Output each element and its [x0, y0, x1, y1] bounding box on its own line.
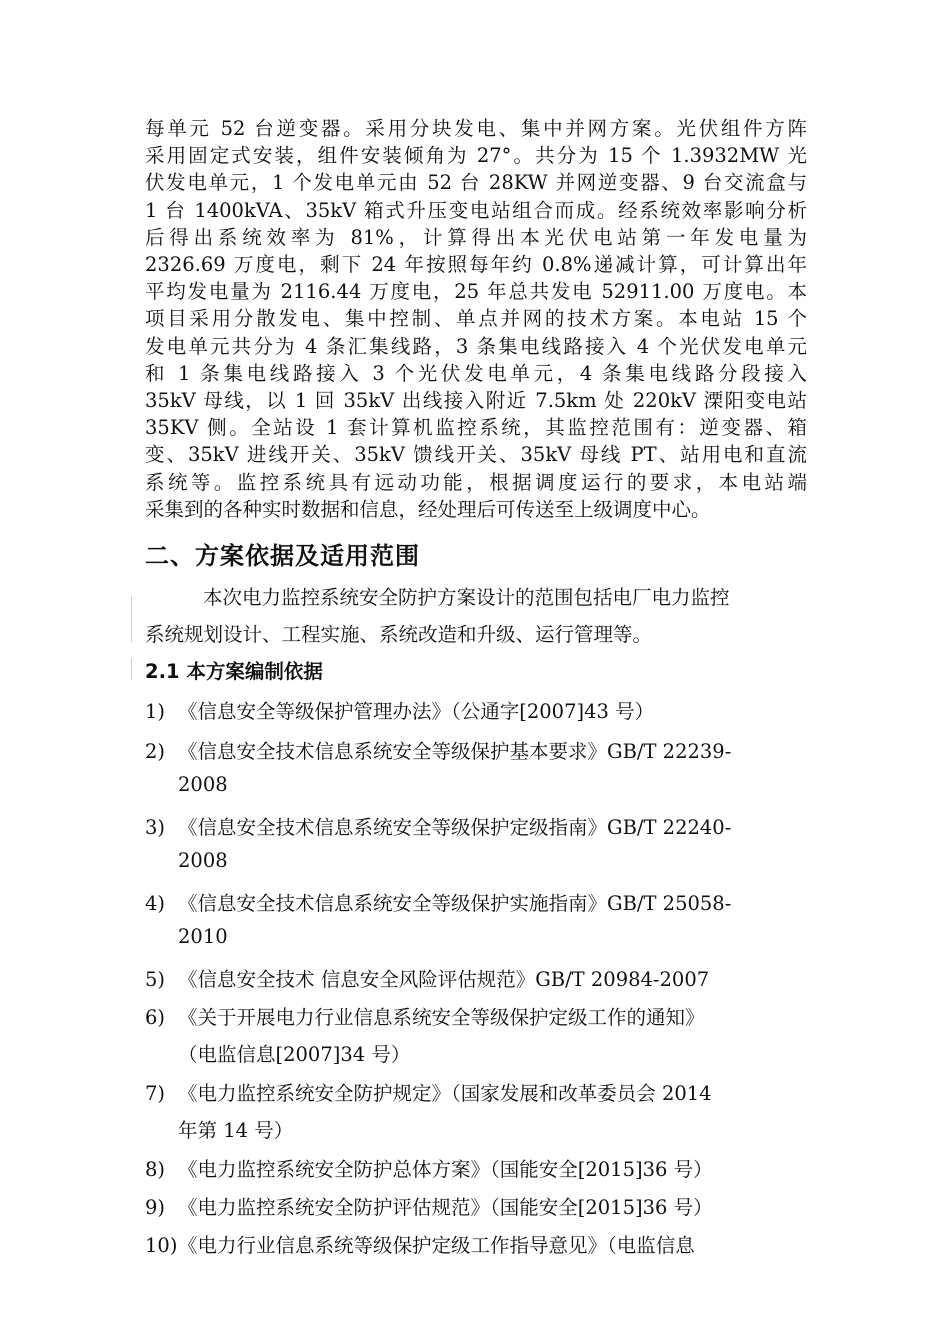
intro-line: 采集到的各种实时数据和信息，经处理后可传送至上级调度中心。 [145, 497, 711, 521]
reference-text: 《电力监控系统安全防护规定》（国家发展和改革委员会 2014 [178, 1082, 712, 1105]
intro-line: 后得出系统效率为 81%，计算得出本光伏电站第一年发电量为 [145, 225, 807, 249]
revision-bar [131, 596, 132, 642]
reference-text: 《关于开展电力行业信息系统安全等级保护定级工作的通知》 [178, 1006, 705, 1029]
reference-item [145, 1230, 807, 1258]
reference-number: 7) [145, 1082, 166, 1105]
reference-continuation: 年第 14 号） [178, 1119, 294, 1142]
reference-continuation: 2010 [178, 925, 228, 948]
intro-line: 2326.69 万度电，剩下 24 年按照每年约 0.8%递减计算，可计算出年 [145, 253, 807, 277]
reference-item [145, 1192, 807, 1220]
reference-item [145, 1154, 807, 1182]
reference-number: 4) [145, 892, 166, 915]
reference-continuation: 2008 [178, 849, 228, 872]
reference-text: 《电力监控系统安全防护评估规范》（国能安全[2015]36 号） [178, 1196, 713, 1219]
reference-number: 2) [145, 740, 166, 763]
reference-continuation: 2008 [178, 773, 228, 796]
intro-line: 和 1 条集电线路接入 3 个光伏发电单元，4 条集电线路分段接入 [145, 361, 807, 385]
intro-line: 35kV 母线，以 1 回 35kV 出线接入附近 7.5km 处 220kV 溧阳变电站 [145, 389, 807, 413]
intro-line: 项目采用分散发电、集中控制、单点并网的技术方案。本电站 15 个 [145, 307, 807, 331]
intro-line: 平均发电量为 2116.44 万度电，25 年总共发电 52911.00 万度电。本 [145, 280, 807, 304]
reference-item [145, 736, 807, 764]
reference-text: 《信息安全技术 信息安全风险评估规范》GB/T 20984-2007 [178, 968, 710, 991]
reference-item [145, 1078, 807, 1106]
subsection-heading: 2.1 本方案编制依据 [145, 660, 323, 683]
intro-line: 1 台 1400kVA、35kV 箱式升压变电站组合而成。经系统效率影响分析 [145, 198, 807, 222]
intro-line: 变、35kV 进线开关、35kV 馈线开关、35kV 母线 PT、站用电和直流 [145, 443, 807, 467]
reference-text: 《电力行业信息系统等级保护定级工作指导意见》（电监信息 [178, 1234, 695, 1257]
intro-line: 采用固定式安装，组件安装倾角为 27°。共分为 15 个 1.3932MW 光 [145, 144, 807, 168]
revision-bar [131, 658, 132, 680]
reference-text: 《信息安全技术信息系统安全等级保护定级指南》GB/T 22240- [178, 816, 732, 839]
reference-text: 《电力监控系统安全防护总体方案》（国能安全[2015]36 号） [178, 1158, 713, 1181]
intro-line: 每单元 52 台逆变器。采用分块发电、集中并网方案。光伏组件方阵 [145, 117, 807, 140]
scope-line: 本次电力监控系统安全防护方案设计的范围包括电厂电力监控 [203, 586, 730, 609]
intro-line: 伏发电单元，1 个发电单元由 52 台 28KW 并网逆变器、9 台交流盒与 [145, 171, 807, 195]
reference-item [145, 888, 807, 916]
reference-number: 5) [145, 968, 166, 991]
reference-continuation: （电监信息[2007]34 号） [178, 1043, 411, 1066]
reference-number: 8) [145, 1158, 166, 1181]
reference-text: 《信息安全技术信息系统安全等级保护基本要求》GB/T 22239- [178, 740, 732, 763]
scope-line: 系统规划设计、工程实施、系统改造和升级、运行管理等。 [145, 623, 653, 646]
reference-number: 6) [145, 1006, 166, 1029]
reference-number: 9) [145, 1196, 166, 1219]
reference-number: 10) [145, 1234, 178, 1257]
intro-line: 系统等。监控系统具有远动功能，根据调度运行的要求，本电站端 [145, 470, 807, 494]
intro-line: 35KV 侧。全站设 1 套计算机监控系统，其监控范围有：逆变器、箱 [145, 416, 807, 440]
reference-item [145, 964, 807, 992]
reference-number: 1) [145, 700, 166, 723]
intro-paragraph [145, 115, 807, 523]
section-heading: 二、方案依据及适用范围 [145, 542, 420, 570]
reference-item [145, 1002, 807, 1030]
intro-line: 发电单元共分为 4 条汇集线路，3 条集电线路接入 4 个光伏发电单元 [145, 334, 807, 358]
reference-item [145, 696, 807, 724]
reference-text: 《信息安全技术信息系统安全等级保护实施指南》GB/T 25058- [178, 892, 732, 915]
reference-text: 《信息安全等级保护管理办法》（公通字[2007]43 号） [178, 700, 655, 723]
reference-number: 3) [145, 816, 166, 839]
reference-item [145, 812, 807, 840]
